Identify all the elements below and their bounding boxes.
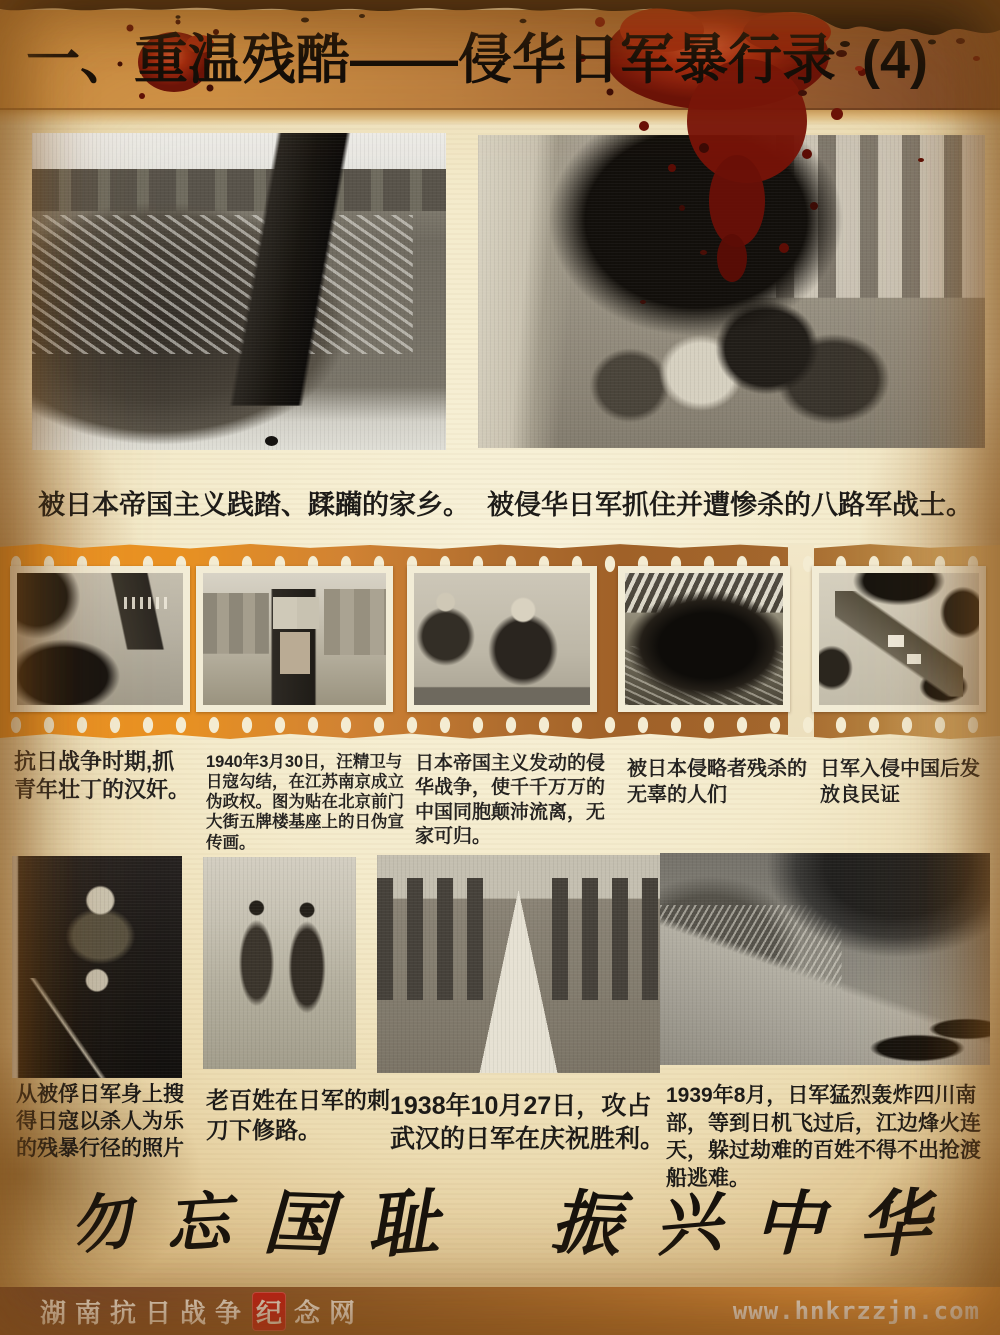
filmstrip-photo-collaborators [10,566,190,712]
caption-filmstrip-3: 日本帝国主义发动的侵华战争，使千千万万的中国同胞颠沛流离，无家可归。 [415,753,606,847]
caption-filmstrip-1: 抗日战争时期,抓青年壮丁的汉奸。 [14,749,191,802]
site-name-suffix: 念网 [294,1297,365,1328]
blood-droplet [700,250,707,255]
filmstrip-photo-propaganda-posters [196,566,393,712]
photo-sichuan-bombing-refugees [660,853,990,1065]
filmstrip-photo-massacre-victims [618,566,790,712]
slogan-gap [472,1224,518,1225]
caption-top-left: 被日本帝国主义践踏、蹂躏的家乡。 [38,490,470,520]
slogan-char: 耻 [363,1178,442,1269]
page-title-number: (4) [862,30,928,90]
slogan-char: 勿 [65,1183,137,1264]
caption-bottom-3: 1938年10月27日，攻占武汉的日军在庆祝胜利。 [390,1092,666,1153]
blood-droplet [918,158,924,162]
caption-bottom-1: 从被俘日军身上搜得日寇以杀人为乐的残暴行径的照片 [16,1083,184,1160]
torn-paper-edge [0,0,1000,60]
footer-bar [0,1287,1000,1335]
caption-top-right: 被侵华日军抓住并遭惨杀的八路军战士。 [487,490,973,520]
photo-grieving-woman [414,573,590,705]
site-name-prefix: 湖南抗日战争 [40,1297,251,1328]
caption-bottom-2: 老百姓在日军的刺刀下修路。 [206,1087,390,1143]
photo-destroyed-hometown [32,133,446,450]
slogan-char: 国 [261,1180,335,1267]
photo-street-pillar [203,573,386,705]
filmstrip-sprocket-holes-bottom [0,712,1000,738]
caption-filmstrip-5: 日军入侵中国后发放良民证 [820,758,980,806]
slogan-char: 兴 [651,1182,725,1266]
slogan-char: 华 [855,1179,933,1268]
filmstrip-photo-displaced-civilians [407,566,597,712]
photo-certificate-issuing [819,573,979,705]
site-url: www.hnkrzzjn.com [732,1297,980,1325]
photo-forced-labor [203,857,356,1069]
slogan-char: 中 [753,1181,826,1266]
filmstrip-photo-citizen-certificates [812,566,986,712]
page-title-text: 一、重温残酷——侵华日军暴行录 [26,30,836,90]
slogan-char: 振 [549,1180,624,1267]
photo-atrocity-evidence [12,856,182,1078]
photo-wuhan-celebration-banquet [377,855,660,1073]
photo-trench [625,573,783,705]
site-name [40,1292,364,1331]
slogan-char: 忘 [163,1184,232,1263]
blood-droplet [640,300,646,304]
photo-truck-scene [17,573,183,705]
caption-filmstrip-4: 被日本侵略者残杀的无辜的人们 [627,758,807,806]
ink-spot [265,436,278,446]
caption-filmstrip-2: 1940年3月30日，汪精卫与日寇勾结，在江苏南京成立伪政权。图为贴在北京前门大街五牌楼基座上的日伪宣传画。 [206,753,404,852]
site-name-seal: 纪 [252,1292,286,1331]
caption-bottom-4: 1939年8月，日军猛烈轰炸四川南部，等到日机飞过后，江边烽火连天，躲过劫难的百姓不得不出抢渡船逃难。 [666,1084,981,1191]
